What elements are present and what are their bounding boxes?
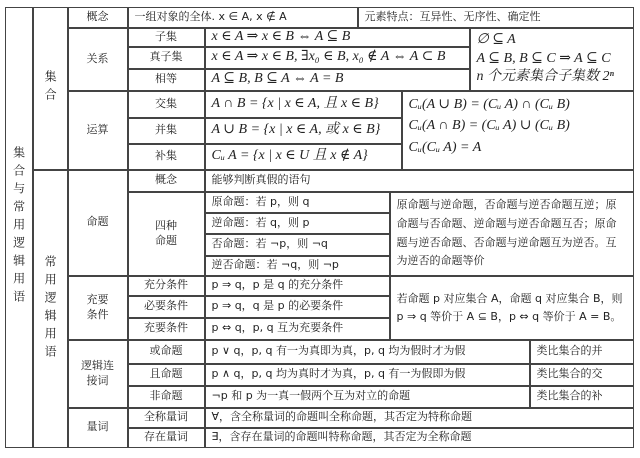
connective-row-analog: 类比集合的交: [530, 364, 634, 386]
quantifier-row-text: ∃，含存在量词的命题叫特称命题，其否定为全称命题: [205, 428, 634, 448]
condition-row-text: p ⇒ q，p 是 q 的充分条件: [205, 276, 390, 296]
four-proposition-row: 否命题：若 ¬p，则 ¬q: [205, 234, 390, 256]
condition-row-label: 必要条件: [128, 296, 205, 318]
condition-row-label: 充要条件: [128, 318, 205, 340]
relation-row-label: 相等: [128, 69, 205, 91]
quantifier-label: 量词: [68, 408, 128, 448]
connective-label: 逻辑连接词: [68, 340, 128, 408]
relation-row-label: 子集: [128, 28, 205, 47]
operation-row-formula: Cᵤ A = {x | x ∈ U 且 x ∉ A}: [205, 144, 402, 170]
relation-row-formula: x ∈ A ⇒ x ∈ B, ∃x₀ ∈ B, x₀ ∉ A ⇔ A ⊂ B: [205, 47, 470, 69]
set-concept-label: 概念: [68, 7, 128, 28]
operation-note: Cᵤ(A ∩ B) = (Cᵤ A) ∪ (Cᵤ B): [408, 118, 570, 134]
connective-row-label: 非命题: [128, 386, 205, 408]
proposition-concept-text: 能够判断真假的语句: [205, 170, 634, 192]
operation-row-formula: A ∪ B = {x | x ∈ A, 或 x ∈ B}: [205, 118, 402, 144]
condition-row-text: p ⇔ q，p, q 互为充要条件: [205, 318, 390, 340]
connective-row-label: 或命题: [128, 340, 205, 364]
operation-row-label: 并集: [128, 118, 205, 144]
connective-row-analog: 类比集合的并: [530, 340, 634, 364]
root-label: 集合与常用逻辑用语: [5, 7, 33, 448]
four-proposition-row: 逆命题：若 q，则 p: [205, 213, 390, 234]
condition-row-text: p ⇒ q，q 是 p 的必要条件: [205, 296, 390, 318]
relation-label: 关系: [68, 28, 128, 91]
operation-row-formula: A ∩ B = {x | x ∈ A, 且 x ∈ B}: [205, 91, 402, 118]
relation-note: ∅ ⊆ A: [476, 31, 516, 47]
operation-row-label: 交集: [128, 91, 205, 118]
proposition-label: 命题: [68, 170, 128, 276]
quantifier-row-label: 全称量词: [128, 408, 205, 428]
operation-note: Cᵤ(A ∪ B) = (Cᵤ A) ∩ (Cᵤ B): [408, 96, 570, 112]
relation-row-formula: x ∈ A ⇒ x ∈ B ⇔ A ⊆ B: [205, 28, 470, 47]
quantifier-row-label: 存在量词: [128, 428, 205, 448]
logic-section-label: 常用逻辑用语: [33, 170, 68, 448]
set-feature-text: 元素特点：互异性、无序性、确定性: [358, 7, 634, 28]
relation-notes: [470, 28, 634, 91]
connective-row-text: p ∧ q，p, q 均为真时才为真，p, q 有一为假即为假: [205, 364, 530, 386]
connective-row-text: p ∨ q，p, q 有一为真即为真，p, q 均为假时才为假: [205, 340, 530, 364]
condition-row-label: 充分条件: [128, 276, 205, 296]
four-propositions-label: 四种命题: [128, 192, 205, 276]
four-propositions-note: 原命题与逆命题，否命题与逆否命题互逆；原命题与否命题、逆命题与逆否命题互否；原命题与逆否命题、否命题与逆命题互为逆否。互为逆否的命题等价: [390, 192, 634, 276]
operation-label: 运算: [68, 91, 128, 170]
connective-row-label: 且命题: [128, 364, 205, 386]
condition-note: 若命题 p 对应集合 A，命题 q 对应集合 B，则 p ⇒ q 等价于 A ⊆ B，p ⇔ q 等价于 A = B。: [390, 276, 634, 340]
relation-note: n 个元素集合子集数 2ⁿ: [476, 69, 614, 85]
relation-note: A ⊆ B, B ⊆ C ⇒ A ⊆ C: [476, 50, 611, 66]
sets-section-label: 集合: [33, 7, 68, 170]
connective-row-text: ¬p 和 p 为一真一假两个互为对立的命题: [205, 386, 530, 408]
relation-row-label: 真子集: [128, 47, 205, 69]
four-proposition-row: 原命题：若 p，则 q: [205, 192, 390, 213]
operation-note: Cᵤ(Cᵤ A) = A: [408, 140, 482, 156]
operation-notes: [402, 91, 634, 170]
connective-row-analog: 类比集合的补: [530, 386, 634, 408]
quantifier-row-text: ∀，含全称量词的命题叫全称命题，其否定为特称命题: [205, 408, 634, 428]
proposition-concept-label: 概念: [128, 170, 205, 192]
set-concept-text: 一组对象的全体. x ∈ A, x ∉ A: [128, 7, 358, 28]
condition-label: 充要条件: [68, 276, 128, 340]
relation-row-formula: A ⊆ B, B ⊆ A ⇔ A = B: [205, 69, 470, 91]
four-proposition-row: 逆否命题：若 ¬q，则 ¬p: [205, 256, 390, 276]
operation-row-label: 补集: [128, 144, 205, 170]
